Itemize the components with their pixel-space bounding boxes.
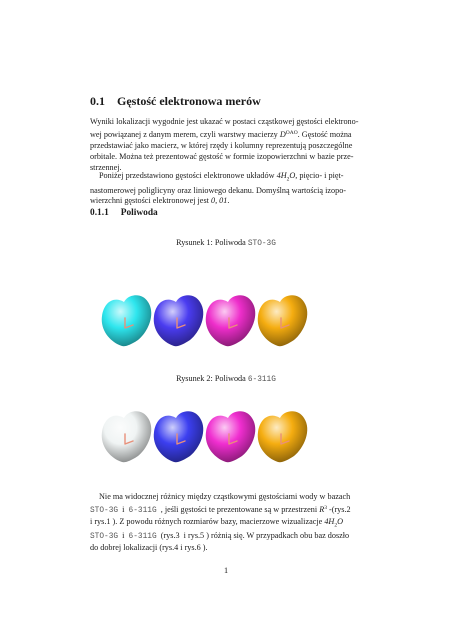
text-line: nastomerowej poliglicyny oraz liniowego dekanu. Domyślną wartością izopo-: [90, 185, 347, 195]
text-fragment: i: [118, 504, 129, 514]
blob-surface: [206, 411, 256, 462]
text-line: przedstawiać jako macierz, w której rzędy i kolumny reprezentują poszczególne: [90, 140, 353, 150]
text-fragment: wierzchni gęstości elektronowej jest: [90, 196, 211, 206]
blob-surface: [206, 295, 256, 346]
subsection-title: Poliwoda: [120, 208, 158, 218]
math-subscript: 2: [286, 176, 290, 183]
figure2-image: [92, 402, 360, 468]
blob-surface: [258, 295, 308, 346]
isosurface-blob: [102, 411, 152, 462]
blob-surface: [154, 295, 204, 346]
basis-name: 6-311G: [128, 533, 157, 542]
caption-basis: STO-3G: [247, 240, 276, 248]
figure1-isosurfaces: [92, 286, 360, 352]
text-line: [90, 128, 362, 141]
text-line: [90, 531, 362, 543]
isosurface-blob: [206, 411, 256, 462]
text-fragment: Poniżej przedstawiono gęstości elektronowe układów: [99, 171, 277, 180]
figure2-isosurfaces: [92, 402, 360, 468]
basis-name: 6-311G: [128, 506, 157, 515]
text-fragment: (rys.3 i rys.5 ) różnią się. W przypadkach obu baz doszło: [156, 531, 350, 541]
isosurface-blob: [154, 411, 204, 462]
text-fragment: , jeśli gęstości te prezentowane są w przestrzeni: [156, 504, 320, 514]
subsection-number: 0.1.1: [90, 208, 109, 218]
section-number: 0.1: [90, 94, 105, 108]
text-line: Nie ma widocznej różnicy między cząstkowymi gęstościami wody w bazach: [99, 492, 351, 501]
text-line: strzennej.: [90, 162, 122, 172]
text-line: [90, 517, 362, 532]
text-line: do dobrej lokalizacji (rys.4 i rys.6 ).: [90, 543, 208, 553]
math-symbol: D: [279, 129, 286, 139]
basis-name: STO-3G: [90, 506, 119, 515]
figure1-image: [92, 286, 360, 352]
section-heading: [90, 94, 261, 109]
paragraph-systems: [90, 171, 362, 207]
isosurface-blob: [258, 295, 308, 346]
math-symbol: O: [337, 516, 343, 526]
isosurface-blob: [154, 295, 204, 346]
text-fragment: . Gęstość można: [297, 129, 352, 139]
blob-surface: [154, 411, 204, 462]
math-superscript: 3: [324, 504, 327, 511]
text-fragment: -(rys.2: [326, 504, 351, 514]
math-symbol: O: [289, 171, 296, 180]
text-line: [90, 196, 362, 207]
math-superscript: OAO: [285, 129, 298, 136]
subsection-heading: [90, 208, 158, 218]
text-fragment: , pięcio- i pięt-: [295, 171, 344, 180]
text-fragment: .: [227, 196, 230, 206]
math-symbol: 4H: [324, 516, 335, 526]
isosurface-blob: [206, 295, 256, 346]
text-line: Wyniki lokalizacji wygodnie jest ukazać w postaci cząstkowej gęstości elektrono-: [90, 117, 359, 126]
text-fragment: i: [118, 531, 129, 541]
blob-surface: [102, 295, 152, 346]
caption-text: Rysunek 2: Poliwoda: [176, 374, 248, 383]
figure1-caption: [0, 238, 452, 248]
caption-text: Rysunek 1: Poliwoda: [176, 238, 248, 247]
text-fragment: wej powiązanej z danym merem, czyli warstwy macierzy: [90, 129, 280, 139]
paragraph-intro: [90, 117, 362, 174]
basis-name: STO-3G: [90, 533, 119, 542]
text-line: orbitale. Można też prezentować gęstość w formie izopowierzchni w bazie prze-: [90, 151, 354, 161]
page-number: 1: [223, 566, 229, 575]
isosurface-blob: [102, 295, 152, 346]
blob-surface: [258, 411, 308, 462]
isosurface-blob: [258, 411, 308, 462]
section-title: Gęstość elektronowa merów: [117, 94, 261, 108]
math-symbol: R: [319, 504, 325, 514]
blob-surface: [102, 411, 152, 462]
text-fragment: i rys.1 ). Z powodu różnych rozmiarów bazy, macierzowe wizualizacje: [90, 516, 325, 526]
paragraph-comparison: [90, 492, 362, 554]
math-value: 0, 01: [210, 196, 228, 206]
math-symbol: 4H: [276, 171, 287, 180]
text-line: [90, 503, 362, 517]
text-line: [90, 171, 362, 186]
math-subscript: 2: [334, 522, 338, 529]
caption-basis: 6-311G: [247, 376, 276, 384]
figure2-caption: [0, 374, 452, 384]
